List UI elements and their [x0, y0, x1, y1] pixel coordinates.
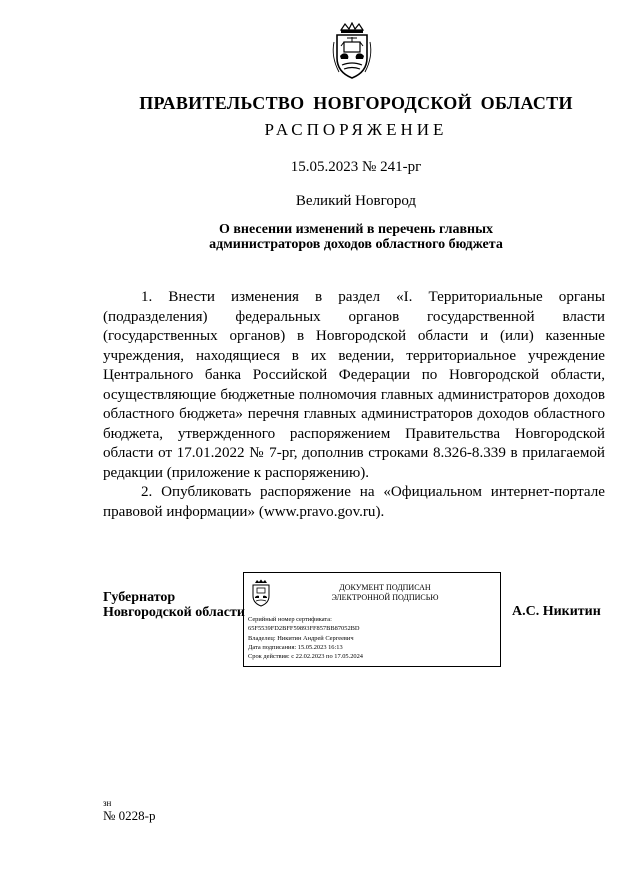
- document-subject: [0, 222, 640, 252]
- signatory-title: [103, 590, 245, 620]
- certificate-validity: Срок действия: с 22.02.2023 по 17.05.2024: [248, 653, 364, 661]
- document-body: [103, 288, 605, 522]
- paragraph-2: 2. Опубликовать распоряжение на «Официальном интернет-портале правовой информации» (www.pravo.gov.ru).: [103, 484, 605, 520]
- executor-initials: зн: [103, 798, 112, 808]
- stamp-coat-of-arms-icon: [250, 579, 272, 607]
- stamp-details: [248, 615, 498, 661]
- footer-registration: [103, 799, 155, 823]
- registration-number: № 0228-р: [103, 808, 156, 823]
- signer-name: А.С. Никитин: [512, 604, 601, 619]
- certificate-owner: Владелец: Никитин Андрей Сергеевич: [248, 634, 354, 642]
- coat-of-arms-icon: [329, 22, 375, 82]
- certificate-number: 65F5539FD2BFF59893FF857BB87052BD: [248, 625, 360, 633]
- date-and-number: 15.05.2023 № 241-рг: [290, 159, 422, 175]
- government-title: ПРАВИТЕЛЬСТВО НОВГОРОДСКОЙ ОБЛАСТИ: [139, 93, 573, 113]
- subject-line-1: О внесении изменений в перечень главных: [218, 222, 494, 237]
- subject-line-2: администраторов доходов областного бюджета: [209, 237, 503, 252]
- paragraph-1: 1. Внести изменения в раздел «I. Территориальные органы (подразделения) федеральных органов государственной власти (государственных органов) в Новгородской области и (или) казенные учреждения, находящиеся в их ведении, территориальное учреждение Центрального банка Российской Федерации по Новгородской области, осуществляющие бюджетные полномочия главных администраторов доходов областного бюджета» перечня главных администраторов доходов областного бюджета, утвержденного распоряжением Правительства Новгородской области от 17.01.2022 № 7-рг, дополнив строками 8.326-8.339 в прилагаемой редакции (приложение к распоряжению).: [103, 289, 605, 481]
- city: Великий Новгород: [295, 193, 417, 209]
- signatory-title-line-2: Новгородской области: [103, 605, 245, 620]
- electronic-signature-stamp: [243, 572, 501, 667]
- certificate-label: Серийный номер сертификата:: [248, 616, 332, 623]
- stamp-heading-line-1: ДОКУМЕНТ ПОДПИСАН: [339, 583, 431, 592]
- stamp-heading-line-2: ЭЛЕКТРОННОЙ ПОДПИСЬЮ: [331, 593, 439, 602]
- document-type: РАСПОРЯЖЕНИЕ: [264, 120, 448, 139]
- signing-date: Дата подписания: 15.05.2023 16:13: [248, 643, 343, 651]
- signatory-title-line-1: Губернатор: [103, 590, 176, 605]
- stamp-heading: [274, 583, 496, 603]
